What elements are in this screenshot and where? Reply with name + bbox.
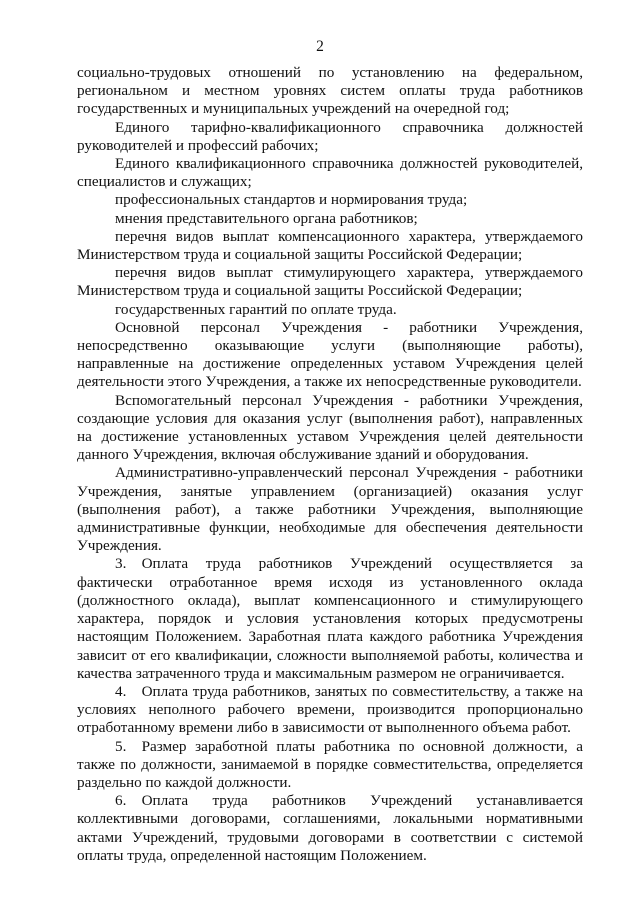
page-number: 2 bbox=[316, 38, 324, 55]
paragraph: перечня видов выплат компенсационного характера, утверждаемого Министерством труда и социальной защиты Российской Федерации; bbox=[77, 227, 583, 264]
paragraph: Вспомогательный персонал Учреждения - работники Учреждения, создающие условия для оказания услуг (выполнения работ), направленных на достижение установленных уставом Учреждения целей деятельности данного Учреждения, включая обслуживание зданий и оборудования. bbox=[77, 391, 583, 464]
paragraph: 5. Размер заработной платы работника по основной должности, а также по должности, занимаемой в порядке совместительства, определяется раздельно по каждой должности. bbox=[77, 737, 583, 791]
paragraph: 3. Оплата труда работников Учреждений осуществляется за фактически отработанное время исходя из установленного оклада (должностного оклада), выплат компенсационного и стимулирующего характера, порядок и условия установления которых предусмотрены настоящим Положением. Заработная плата каждого работника Учреждения зависит от его квалификации, сложности выполняемой работы, количества и качества затраченного труда и максимальным размером не ограничивается. bbox=[77, 555, 583, 682]
paragraph: Основной персонал Учреждения - работники Учреждения, непосредственно оказывающие услуги (выполняющие работы), направленные на достижение определенных уставом Учреждения целей деятельности этого Учреждения, а также их непосредственные руководители. bbox=[77, 318, 583, 391]
paragraph: 6. Оплата труда работников Учреждений устанавливается коллективными договорами, соглашениями, локальными нормативными актами Учреждений, трудовыми договорами в соответствии с системой оплаты труда, определенной настоящим Положением. bbox=[77, 792, 583, 864]
paragraph: социально-трудовых отношений по установлению на федеральном, региональном и местном уровнях систем оплаты труда работников государственных и муниципальных учреждений на очередной год; bbox=[77, 64, 583, 118]
paragraph: Административно-управленческий персонал Учреждения - работники Учреждения, занятые управлением (организацией) оказания услуг (выполнения работ), а также работники Учреждения, выполняющие административные функции, необходимые для обеспечения деятельности Учреждения. bbox=[77, 464, 583, 555]
paragraph: Единого квалификационного справочника должностей руководителей, специалистов и служащих; bbox=[77, 155, 583, 191]
paragraph: мнения представительного органа работников; bbox=[115, 209, 418, 227]
paragraph: профессиональных стандартов и нормирования труда; bbox=[115, 191, 468, 209]
paragraph: 4. Оплата труда работников, занятых по совместительству, а также на условиях неполного рабочего времени, производится пропорционально отработанному времени либо в зависимости от выполненного объема работ. bbox=[77, 682, 583, 737]
paragraph: перечня видов выплат стимулирующего характера, утверждаемого Министерством труда и социальной защиты Российской Федерации; bbox=[77, 264, 583, 300]
document-body bbox=[77, 64, 583, 865]
paragraph: государственных гарантий по оплате труда. bbox=[115, 300, 397, 318]
paragraph: Единого тарифно-квалификационного справочника должностей руководителей и профессий рабочих; bbox=[77, 118, 583, 154]
